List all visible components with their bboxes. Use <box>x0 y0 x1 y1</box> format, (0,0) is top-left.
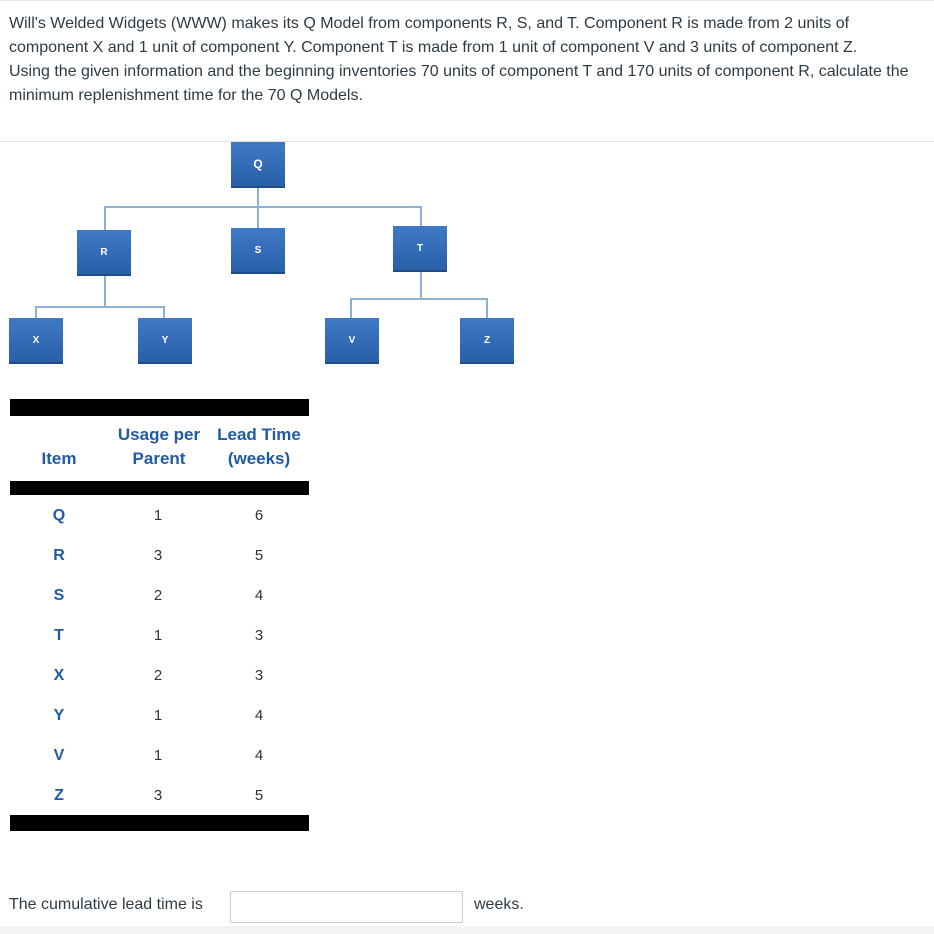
table-top-rule <box>10 399 309 416</box>
connector-line <box>420 272 422 298</box>
connector-line <box>35 306 37 318</box>
cell-lead: 3 <box>254 627 264 644</box>
problem-paragraph-1: Will's Welded Widgets (WWW) makes its Q Model from components R, S, and T. Component R is made from 2 units of component X and 1 unit of component Y. Component T is made from 1 unit of component V and 3 units of component Z. <box>9 15 858 56</box>
cell-usage: 1 <box>153 627 163 644</box>
cell-usage: 3 <box>153 787 163 804</box>
footer-strip <box>0 926 934 934</box>
header-usage-line1: Usage per <box>117 425 201 444</box>
node-t: T <box>393 226 447 272</box>
table-bottom-rule <box>10 815 309 831</box>
answer-unit: weeks. <box>474 896 524 913</box>
cell-lead: 5 <box>254 787 264 804</box>
problem-paragraph-2: Using the given information and the beginning inventories 70 units of component T and 170 units of component R, calculate the minimum replenishment time for the 70 Q Models. <box>9 63 909 104</box>
cell-lead: 3 <box>254 667 264 684</box>
connector-line <box>350 298 352 318</box>
cell-item: X <box>53 667 65 684</box>
node-s: S <box>231 228 285 274</box>
cell-usage: 3 <box>153 547 163 564</box>
cell-item: T <box>54 627 64 644</box>
product-structure-tree <box>0 0 934 380</box>
cell-item: Q <box>52 507 66 524</box>
connector-line <box>257 188 259 206</box>
cell-item: R <box>53 547 65 564</box>
cell-usage: 1 <box>153 747 163 764</box>
header-lead-line2: (weeks) <box>227 449 291 468</box>
cell-lead: 4 <box>254 707 264 724</box>
connector-line <box>104 206 422 208</box>
cell-item: V <box>53 747 65 764</box>
node-r: R <box>77 230 131 276</box>
cell-usage: 2 <box>153 667 163 684</box>
node-z: Z <box>460 318 514 364</box>
cell-usage: 2 <box>153 587 163 604</box>
cumulative-lead-time-input[interactable] <box>230 891 463 923</box>
cell-lead: 5 <box>254 547 264 564</box>
connector-line <box>163 306 165 318</box>
node-x: X <box>9 318 63 364</box>
cell-lead: 6 <box>254 507 264 524</box>
header-usage-line2: Parent <box>132 449 186 468</box>
node-y: Y <box>138 318 192 364</box>
cell-usage: 1 <box>153 707 163 724</box>
cell-lead: 4 <box>254 587 264 604</box>
cell-lead: 4 <box>254 747 264 764</box>
connector-line <box>104 206 106 230</box>
connector-line <box>104 276 106 306</box>
table-header-rule <box>10 481 309 495</box>
connector-line <box>486 298 488 318</box>
node-v: V <box>325 318 379 364</box>
cell-item: S <box>53 587 65 604</box>
cell-item: Z <box>54 787 64 804</box>
answer-label: The cumulative lead time is <box>9 896 203 913</box>
connector-line <box>420 206 422 226</box>
header-item: Item <box>41 449 77 468</box>
connector-line <box>257 206 259 228</box>
node-q: Q <box>231 142 285 188</box>
connector-line <box>350 298 488 300</box>
header-lead-line1: Lead Time <box>217 425 301 444</box>
cell-usage: 1 <box>153 507 163 524</box>
connector-line <box>35 306 165 308</box>
cell-item: Y <box>53 707 65 724</box>
